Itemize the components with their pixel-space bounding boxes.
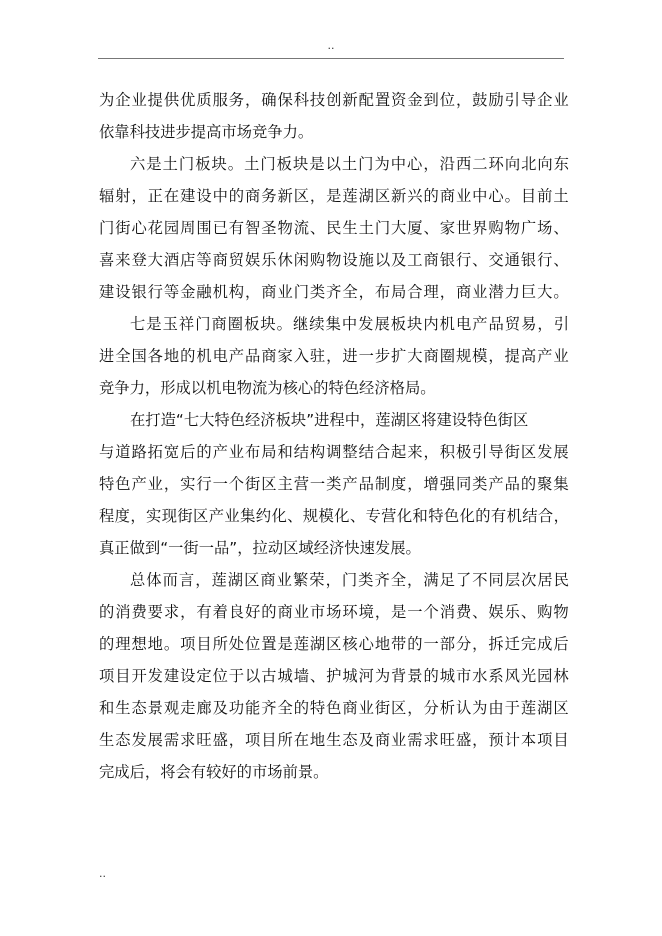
paragraph-start-line: 在打造“七大特色经济板块”进程中，莲湖区将建设特色街区	[130, 411, 529, 429]
header-mark: ..	[327, 39, 335, 52]
text-line: 真正做到“一街一品”，拉动区域经济快速发展。	[99, 539, 421, 557]
text-line: 完成后，将会有较好的市场前景。	[99, 763, 329, 781]
text-line: 项目开发建设定位于以古城墙、护城河为背景的城市水系风光园林	[99, 667, 570, 685]
text-line: 辐射，正在建设中的商务新区，是莲湖区新兴的商业中心。目前土	[99, 187, 570, 205]
paragraph-start-line: 六是土门板块。土门板块是以土门为中心，沿西二环向北向东	[130, 155, 571, 173]
footer-mark: ..	[99, 867, 106, 880]
text-line: 特色产业，实行一个街区主营一类产品制度，增强同类产品的聚集	[99, 475, 570, 493]
text-line: 的消费要求，有着良好的商业市场环境，是一个消费、娱乐、购物	[99, 603, 570, 621]
text-line: 建设银行等金融机构，商业门类齐全，布局合理，商业潜力巨大。	[99, 283, 570, 301]
paragraph-start-line: 七是玉祥门商圈板块。继续集中发展板块内机电产品贸易，引	[130, 315, 571, 333]
text-line: 程度，实现街区产业集约化、规模化、专营化和特色化的有机结合，	[99, 507, 570, 525]
text-line: 的理想地。项目所处位置是莲湖区核心地带的一部分，拆迁完成后	[99, 635, 570, 653]
paragraph-start-line: 总体而言，莲湖区商业繁荣，门类齐全，满足了不同层次居民	[130, 571, 571, 589]
text-line: 和生态景观走廊及功能齐全的特色商业街区，分析认为由于莲湖区	[99, 699, 570, 717]
text-line: 喜来登大酒店等商贸娱乐休闲购物设施以及工商银行、交通银行、	[99, 251, 570, 269]
text-line: 门街心花园周围已有智圣物流、民生土门大厦、家世界购物广场、	[99, 219, 570, 237]
header-rule	[98, 58, 564, 59]
text-line: 为企业提供优质服务，确保科技创新配置资金到位，鼓励引导企业	[99, 91, 570, 109]
text-line: 竞争力，形成以机电物流为核心的特色经济格局。	[99, 379, 436, 397]
text-line: 进全国各地的机电产品商家入驻，进一步扩大商圈规模，提高产业	[99, 347, 570, 365]
text-line: 依靠科技进步提高市场竞争力。	[99, 123, 314, 141]
document-body	[99, 84, 569, 788]
text-line: 生态发展需求旺盛，项目所在地生态及商业需求旺盛，预计本项目	[99, 731, 570, 749]
text-line: 与道路拓宽后的产业布局和结构调整结合起来，积极引导街区发展	[99, 443, 570, 461]
